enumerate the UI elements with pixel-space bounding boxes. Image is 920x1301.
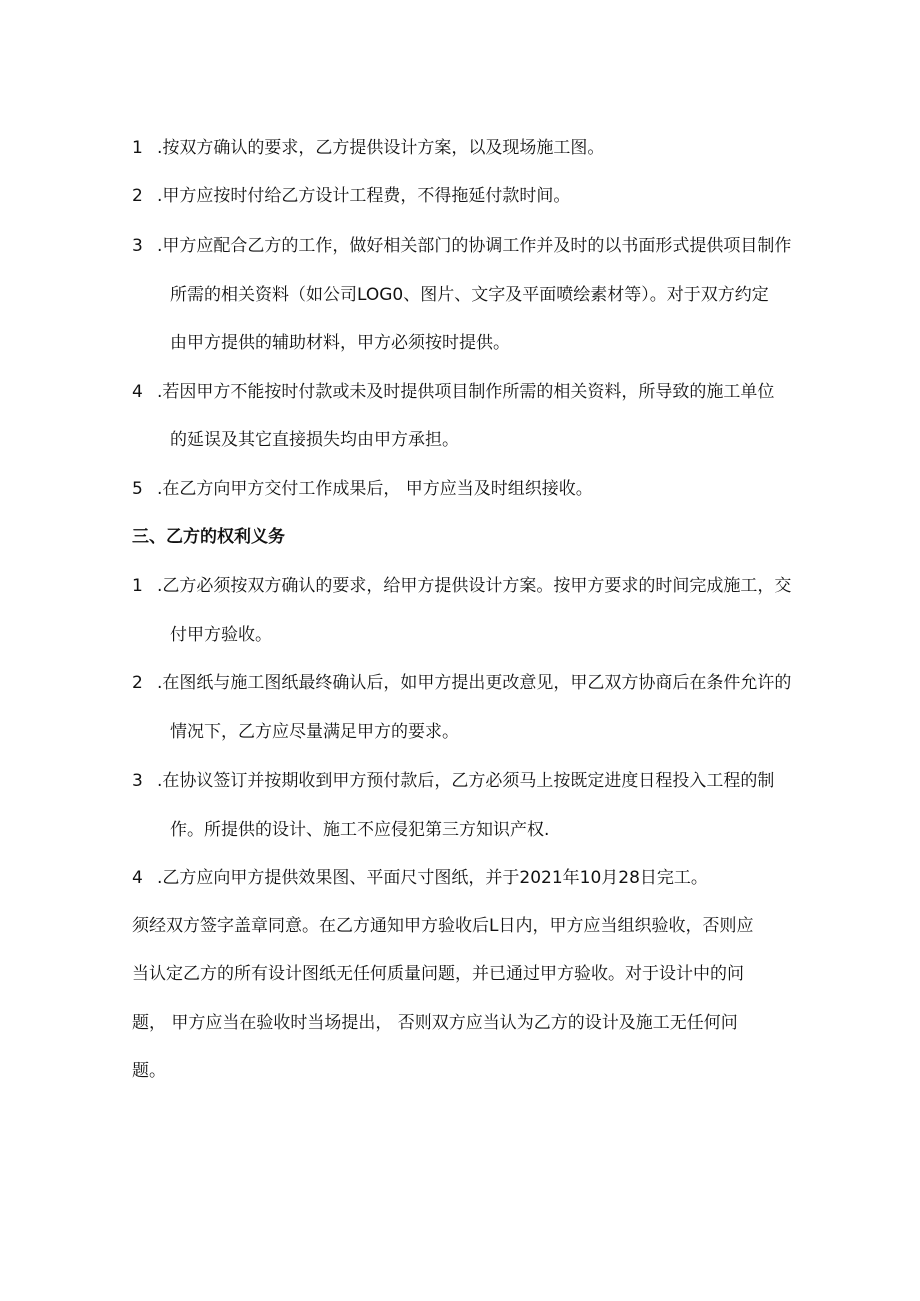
paragraph-text: 题。 [132, 1061, 166, 1081]
list-item-a3-continuation [0, 280, 920, 310]
item-text: 的延误及其它直接损失均由甲方承担。 [170, 430, 459, 450]
list-item-b2-continuation [0, 717, 920, 747]
item-text: .在乙方向甲方交付工作成果后， 甲方应当及时组织接收。 [157, 479, 593, 499]
list-item-a3-continuation [0, 328, 920, 358]
paragraph-line [0, 911, 920, 941]
paragraph-text: 须经双方签字盖章同意。在乙方通知甲方验收后L日内，甲方应当组织验收，否则应 [132, 916, 754, 936]
item-number: 1 [132, 576, 143, 596]
item-text: .若因甲方不能按时付款或未及时提供项目制作所需的相关资料，所导致的施工单位 [157, 382, 775, 402]
item-number: 1 [132, 138, 143, 158]
paragraph-text: 题， 甲方应当在验收时当场提出， 否则双方应当认为乙方的设计及施工无任何问 [132, 1013, 738, 1033]
item-number: 4 [132, 868, 143, 888]
list-item-b1 [0, 571, 920, 601]
list-item-a2 [0, 181, 920, 211]
list-item-a4-continuation [0, 425, 920, 455]
section-heading-row [0, 522, 920, 552]
item-number: 3 [132, 771, 143, 791]
item-text: .乙方应向甲方提供效果图、平面尺寸图纸，并于2021年10月28日完工。 [157, 868, 708, 888]
list-item-b3-continuation [0, 815, 920, 845]
item-text: .在图纸与施工图纸最终确认后，如甲方提出更改意见，甲乙双方协商后在条件允许的 [157, 673, 792, 693]
item-text: 由甲方提供的辅助材料，甲方必须按时提供。 [170, 333, 510, 353]
paragraph-line [0, 959, 920, 989]
section-heading: 三、乙方的权利义务 [132, 527, 285, 547]
item-text: .按双方确认的要求，乙方提供设计方案，以及现场施工图。 [157, 138, 605, 158]
list-item-a4 [0, 377, 920, 407]
paragraph-line [0, 1008, 920, 1038]
list-item-b4 [0, 863, 920, 893]
item-text: .在协议签订并按期收到甲方预付款后，乙方必须马上按既定进度日程投入工程的制 [157, 771, 775, 791]
paragraph-line [0, 1056, 920, 1086]
list-item-a3 [0, 231, 920, 261]
item-text: .甲方应按时付给乙方设计工程费，不得拖延付款时间。 [157, 186, 571, 206]
list-item-b2 [0, 668, 920, 698]
item-number: 4 [132, 382, 143, 402]
item-text: .甲方应配合乙方的工作，做好相关部门的协调工作并及时的以书面形式提供项目制作 [157, 236, 792, 256]
item-number: 3 [132, 236, 143, 256]
list-item-a5 [0, 474, 920, 504]
paragraph-text: 当认定乙方的所有设计图纸无任何质量问题，并已通过甲方验收。对于设计中的问 [132, 964, 744, 984]
item-text: .乙方必须按双方确认的要求，给甲方提供设计方案。按甲方要求的时间完成施工，交 [157, 576, 792, 596]
item-text: 情况下，乙方应尽量满足甲方的要求。 [170, 722, 459, 742]
item-text: 付甲方验收。 [170, 625, 272, 645]
item-number: 5 [132, 479, 143, 499]
list-item-b3 [0, 766, 920, 796]
item-text: 所需的相关资料（如公司LOG0、图片、文字及平面喷绘素材等）。对于双方约定 [170, 285, 769, 305]
item-text: 作。所提供的设计、施工不应侵犯第三方知识产权. [170, 820, 550, 840]
list-item-a1 [0, 133, 920, 163]
item-number: 2 [132, 673, 143, 693]
item-number: 2 [132, 186, 143, 206]
list-item-b1-continuation [0, 620, 920, 650]
